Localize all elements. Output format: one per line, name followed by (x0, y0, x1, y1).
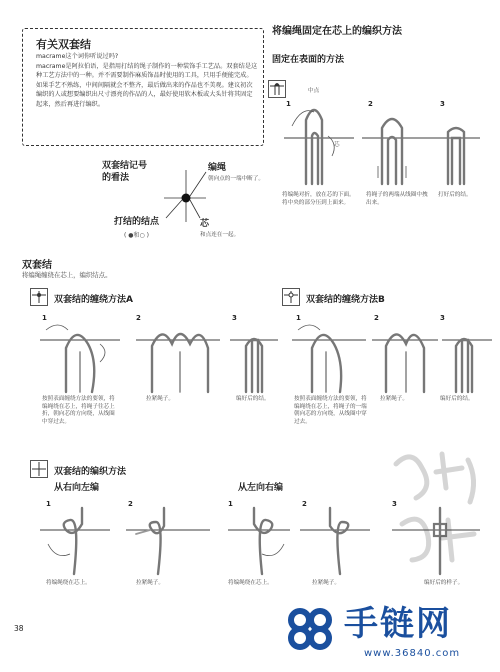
cord-label: 编绳 (208, 163, 227, 173)
method-b-step2-caption: 拉紧绳子。 (380, 396, 408, 402)
lr-step2-caption: 拉紧绳子。 (312, 580, 340, 586)
fixing-illustration (282, 96, 482, 188)
fixing-step1-caption: 将编绳对折，放在芯的下面。将中央的部分压到上面来。 (282, 192, 355, 206)
lr-step2-num: 2 (302, 500, 307, 508)
method-b-step3-caption: 编好后的结。 (440, 396, 474, 402)
notation-title (102, 160, 147, 184)
lr-step1-num: 1 (228, 500, 233, 508)
site-name: 手链网 (344, 604, 452, 644)
double-hitch-desc: 将编绳缠绕在芯上，编织结点。 (22, 271, 112, 279)
fixing-title: 将编绳固定在芯上的编织方法 (272, 26, 402, 37)
core-label: 芯 (334, 142, 340, 148)
fixing-step2-caption: 将绳子的两端从线圈中拽出来。 (366, 192, 428, 206)
method-a-step3-caption: 编好后的结。 (236, 396, 270, 402)
fixing-step3-caption: 打好后的结。 (438, 192, 472, 198)
method-b-illustration (292, 318, 494, 394)
method-a-step1-num: 1 (42, 314, 47, 322)
fixing-step2-num: 2 (368, 100, 373, 108)
method-b-step2-num: 2 (374, 314, 379, 322)
method-a-illustration (40, 318, 280, 394)
center-point-label: 中点 (308, 88, 320, 94)
fixing-subtitle: 固定在表面的方法 (272, 55, 345, 65)
notation-title-line2: 的看法 (102, 173, 130, 183)
seal-watermark (382, 440, 494, 572)
core-note: 和点连在一起。 (200, 232, 240, 238)
rl-step1-caption: 将编绳绕在芯上。 (46, 580, 91, 586)
cord-note: 朝向点的一端中断了。 (208, 176, 264, 182)
fixing-step3-num: 3 (440, 100, 445, 108)
knot-symbol: ( ●和○ ) (124, 232, 149, 239)
method-a-step2-caption: 拉紧绳子。 (146, 396, 174, 402)
method-a-step2-num: 2 (136, 314, 141, 322)
double-hitch-title: 双套结 (22, 260, 52, 271)
notation-title-line1: 双套结记号 (102, 161, 148, 171)
method-a-step3-num: 3 (232, 314, 237, 322)
method-b-icon (282, 288, 300, 306)
intro-body: macrame这个词你听说过吗? macrame是阿拉伯语，是指用打结的绳子制作的一种装饰手工艺品。双套结是这种工艺方法中的一种。并不需要制作麻质饰品时使用的工具，只用手便能完成。如果手艺不熟练，中间间隔就会不整齐，最后做出来的作品也不美观。建议初次编织的人或想要编织出尺寸漂亮的作品的人，最好使用软木板或大头针将其固定起来，然后再进行编织。 (36, 53, 258, 108)
fixing-step1-num: 1 (286, 100, 291, 108)
method-a-step1-caption: 按照表面缠绕方法的要领，将编绳绕在芯上，将绳子往芯上折，朝向芯的方向绕，从线圈中穿过去。 (42, 396, 115, 425)
site-url: www.36840.com (364, 648, 461, 659)
lr-step1-caption: 将编绳绕在芯上。 (228, 580, 273, 586)
left-to-right-title: 从左向右编 (238, 483, 284, 493)
right-to-left-title: 从右向左编 (54, 483, 100, 493)
method-b-step1-num: 1 (296, 314, 301, 322)
page-number: 38 (14, 624, 24, 633)
method-b-step3-num: 3 (440, 314, 445, 322)
method-a-title: 双套结的缠绕方法A (54, 295, 133, 305)
intro-title: 有关双套结 (36, 38, 91, 51)
method-b-step1-caption: 按照表面缠绕方法的要领，将编绳绕在芯上，将绳子的一端朝向芯的方向绕，从线圈中穿过去。 (294, 396, 367, 425)
lr-step3-caption: 编好后的样子。 (424, 580, 464, 586)
core-symbol-label: 芯 (200, 219, 210, 229)
notation-symbol-illustration (160, 166, 210, 226)
weave-title: 双套结的编织方法 (54, 467, 127, 477)
knot-point-label: 打结的结点 (114, 217, 160, 227)
method-a-icon (30, 288, 48, 306)
site-logo-icon (286, 606, 334, 652)
rl-step2-num: 2 (128, 500, 133, 508)
rl-step1-num: 1 (46, 500, 51, 508)
weave-icon (30, 460, 48, 478)
lr-step3-num: 3 (392, 500, 397, 508)
method-b-title: 双套结的缠绕方法B (306, 295, 385, 305)
rl-step2-caption: 拉紧绳子。 (136, 580, 164, 586)
